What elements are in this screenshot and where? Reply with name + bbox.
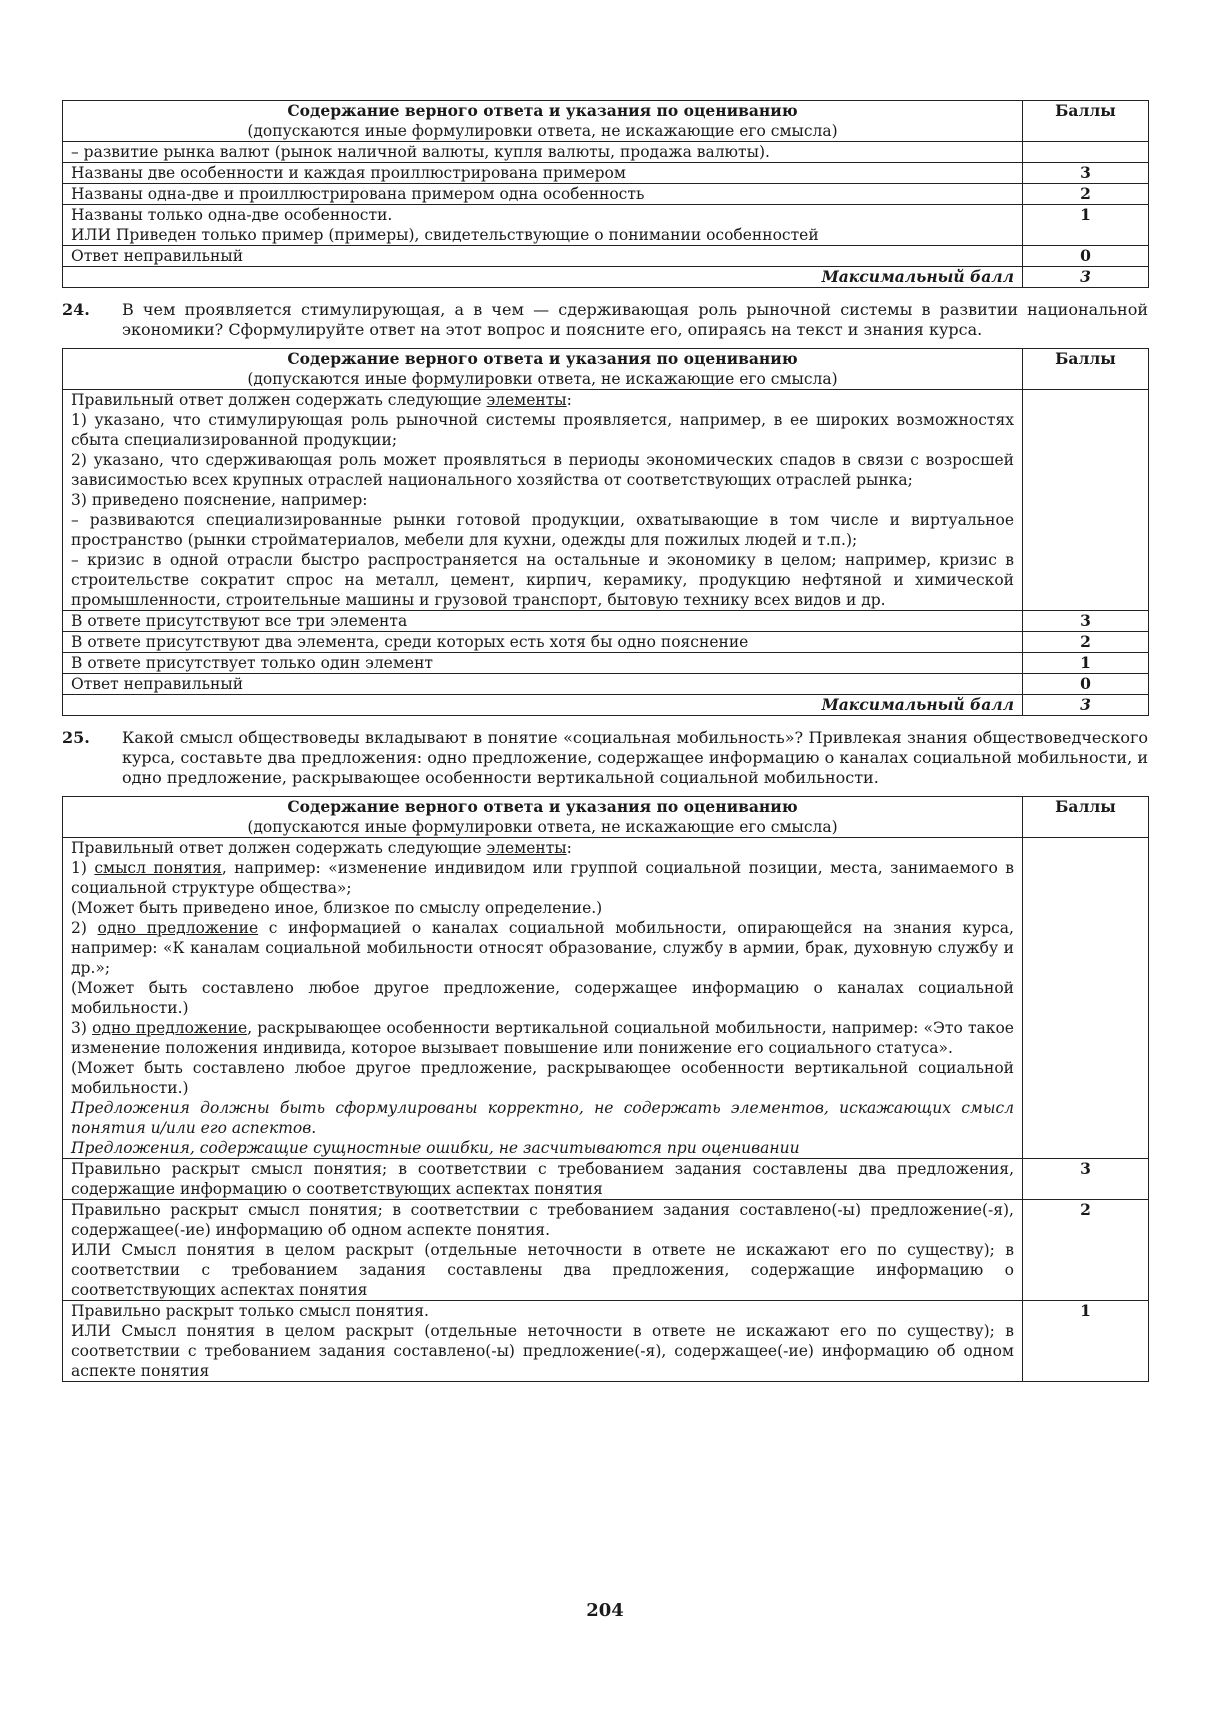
answer-note: (Может быть составлено любое другое предложение, содержащее информацию о каналах социальной мобильности.) bbox=[71, 979, 1014, 1017]
element-text: , например: «изменение индивидом или группой социальной позиции, места, занимаемого в социальной структуре общества»; bbox=[71, 859, 1015, 897]
answer-element bbox=[71, 918, 1014, 978]
italic-note: Предложения должны быть сформулированы корректно, не содержать элементов, искажающих смысл понятия и/или его аспектов. bbox=[71, 1099, 1014, 1137]
score-cell bbox=[1023, 390, 1149, 611]
table-row bbox=[63, 205, 1149, 246]
criterion-text bbox=[63, 1301, 1023, 1382]
answer-intro bbox=[71, 390, 1014, 410]
intro-text: Правильный ответ должен содержать следующие bbox=[71, 391, 487, 409]
table-row bbox=[63, 611, 1149, 632]
question-25 bbox=[62, 728, 1148, 788]
score-cell bbox=[1023, 142, 1149, 163]
criterion-text: Ответ неправильный bbox=[63, 246, 1023, 267]
question-text: Какой смысл обществоведы вкладывают в понятие «социальная мобильность»? Привлекая знания обществоведческого курса, составьте два предложения: одно предложение, содержащее информацию о каналах социальной мобильности, и одно предложение, раскрывающее особенности вертикальной социальной мобильности. bbox=[122, 728, 1148, 787]
header-cell bbox=[63, 349, 1023, 390]
points-header: Баллы bbox=[1023, 349, 1149, 390]
element-underlined: смысл понятия bbox=[94, 859, 222, 877]
answer-element: 1) указано, что стимулирующая роль рыночной системы проявляется, например, в ее широких возможностях сбыта специализированной продукции; bbox=[71, 411, 1014, 449]
score-value: 1 bbox=[1023, 653, 1149, 674]
intro-underlined: элементы bbox=[486, 839, 567, 857]
score-value: 0 bbox=[1023, 674, 1149, 695]
points-header: Баллы bbox=[1023, 101, 1149, 142]
header-title: Содержание верного ответа и указания по оцениванию bbox=[287, 797, 798, 816]
answer-element bbox=[71, 858, 1014, 898]
table-row bbox=[63, 674, 1149, 695]
question-text: В чем проявляется стимулирующая, а в чем — сдерживающая роль рыночной системы в развитии национальной экономики? Сформулируйте ответ на этот вопрос и поясните его, опираясь на текст и знания курса. bbox=[122, 300, 1148, 339]
question-number: 25. bbox=[62, 728, 90, 747]
answer-intro bbox=[71, 838, 1014, 858]
max-score-label: Максимальный балл bbox=[63, 695, 1023, 716]
criterion-text: Названы две особенности и каждая проиллюстрирована примером bbox=[63, 163, 1023, 184]
criterion-text: Названы одна-две и проиллюстрирована примером одна особенность bbox=[63, 184, 1023, 205]
element-underlined: одно предложение bbox=[92, 1019, 248, 1037]
table-header-row bbox=[63, 349, 1149, 390]
criterion-line: ИЛИ Приведен только пример (примеры), свидетельствующие о понимании особенностей bbox=[71, 226, 819, 244]
header-title: Содержание верного ответа и указания по оцениванию bbox=[287, 101, 798, 120]
criterion-text: В ответе присутствует только один элемент bbox=[63, 653, 1023, 674]
answer-element: 2) указано, что сдерживающая роль может проявляться в периоды экономических спадов в связи с возросшей зависимостью всех крупных отраслей национального хозяйства от соответствующих отраслей рынка; bbox=[71, 451, 1014, 489]
table-header-row bbox=[63, 797, 1149, 838]
page-content bbox=[62, 100, 1148, 1382]
criterion-text: В ответе присутствуют два элемента, среди которых есть хотя бы одно пояснение bbox=[63, 632, 1023, 653]
answer-note: (Может быть приведено иное, близкое по смыслу определение.) bbox=[71, 899, 603, 917]
table-row bbox=[63, 1159, 1149, 1200]
answer-element bbox=[71, 1018, 1014, 1058]
q25-scoring-table bbox=[62, 796, 1149, 1382]
answer-content bbox=[63, 390, 1023, 611]
table-row bbox=[63, 632, 1149, 653]
q24-scoring-table bbox=[62, 348, 1149, 716]
max-score-row bbox=[63, 267, 1149, 288]
max-score-label: Максимальный балл bbox=[63, 267, 1023, 288]
header-subtitle: (допускаются иные формулировки ответа, не искажающие его смысла) bbox=[247, 818, 838, 836]
max-score-value: 3 bbox=[1023, 267, 1149, 288]
score-value: 1 bbox=[1023, 205, 1149, 246]
element-number: 1) bbox=[71, 859, 95, 877]
table-header-row bbox=[63, 101, 1149, 142]
criterion-text bbox=[63, 205, 1023, 246]
answer-content: – развитие рынка валют (рынок наличной валюты, купля валюты, продажа валюты). bbox=[63, 142, 1023, 163]
intro-colon: : bbox=[566, 839, 572, 857]
header-subtitle: (допускаются иные формулировки ответа, не искажающие его смысла) bbox=[247, 370, 838, 388]
table-row bbox=[63, 390, 1149, 611]
element-text: , раскрывающее особенности вертикальной социальной мобильности, например: «Это такое изменение положения индивида, которое вызывает повышение или понижение его социального статуса». bbox=[71, 1019, 1014, 1057]
page-number: 204 bbox=[586, 1600, 624, 1621]
italic-note: Предложения, содержащие сущностные ошибки, не засчитываются при оценивании bbox=[71, 1139, 800, 1157]
criterion-text: В ответе присутствуют все три элемента bbox=[63, 611, 1023, 632]
answer-element: 3) приведено пояснение, например: bbox=[71, 491, 368, 509]
score-value: 2 bbox=[1023, 632, 1149, 653]
criterion-line: Названы только одна-две особенности. bbox=[71, 206, 393, 224]
header-subtitle: (допускаются иные формулировки ответа, не искажающие его смысла) bbox=[247, 122, 838, 140]
table-row bbox=[63, 142, 1149, 163]
table-row bbox=[63, 1200, 1149, 1301]
intro-underlined: элементы bbox=[486, 391, 567, 409]
criterion-text: Правильно раскрыт смысл понятия; в соответствии с требованием задания составлены два предложения, содержащие информацию о соответствующих аспектах понятия bbox=[63, 1159, 1023, 1200]
answer-element: – кризис в одной отрасли быстро распространяется на остальные и экономику в целом; например, кризис в строительстве сократит спрос на металл, цемент, кирпич, керамику, продукцию нефтяной и химической промышленности, строительные машины и грузовой транспорт, бытовую технику всех видов и др. bbox=[71, 551, 1014, 609]
q23-scoring-table bbox=[62, 100, 1149, 288]
criterion-line: Правильно раскрыт смысл понятия; в соответствии с требованием задания составлено(-ы) предложение(-я), содержащее(-ие) информацию об одном аспекте понятия. bbox=[71, 1201, 1014, 1239]
table-row bbox=[63, 1301, 1149, 1382]
points-header: Баллы bbox=[1023, 797, 1149, 838]
answer-element: – развиваются специализированные рынки готовой продукции, охватывающие в том числе и виртуальное пространство (рынки стройматериалов, мебели для кухни, одежды для пожилых людей и т.п.); bbox=[71, 511, 1014, 549]
score-value: 3 bbox=[1023, 163, 1149, 184]
element-number: 2) bbox=[71, 919, 98, 937]
score-value: 2 bbox=[1023, 184, 1149, 205]
table-row bbox=[63, 163, 1149, 184]
table-row bbox=[63, 838, 1149, 1159]
question-number: 24. bbox=[62, 300, 90, 319]
score-cell bbox=[1023, 838, 1149, 1159]
element-underlined: одно предложение bbox=[97, 919, 259, 937]
score-value: 3 bbox=[1023, 1159, 1149, 1200]
criterion-line: Правильно раскрыт только смысл понятия. bbox=[71, 1302, 429, 1320]
max-score-value: 3 bbox=[1023, 695, 1149, 716]
criterion-text bbox=[63, 1200, 1023, 1301]
table-row bbox=[63, 246, 1149, 267]
answer-content bbox=[63, 838, 1023, 1159]
score-value: 2 bbox=[1023, 1200, 1149, 1301]
score-value: 3 bbox=[1023, 611, 1149, 632]
criterion-text: Ответ неправильный bbox=[63, 674, 1023, 695]
criterion-line: ИЛИ Смысл понятия в целом раскрыт (отдельные неточности в ответе не искажают его по существу); в соответствии с требованием задания составлено(-ы) предложение(-я), содержащее(-ие) информацию об одном аспекте понятия bbox=[71, 1322, 1014, 1380]
question-24 bbox=[62, 300, 1148, 340]
intro-colon: : bbox=[566, 391, 572, 409]
max-score-row bbox=[63, 695, 1149, 716]
answer-note: (Может быть составлено любое другое предложение, раскрывающее особенности вертикальной социальной мобильности.) bbox=[71, 1059, 1014, 1097]
intro-text: Правильный ответ должен содержать следующие bbox=[71, 839, 487, 857]
header-cell bbox=[63, 797, 1023, 838]
table-row bbox=[63, 184, 1149, 205]
element-number: 3) bbox=[71, 1019, 93, 1037]
element-text: с информацией о каналах социальной мобильности, опирающейся на знания курса, например: «К каналам социальной мобильности относят образование, службу в армии, брак, духовную службу и др.»; bbox=[71, 919, 1014, 977]
header-cell bbox=[63, 101, 1023, 142]
score-value: 1 bbox=[1023, 1301, 1149, 1382]
criterion-line: ИЛИ Смысл понятия в целом раскрыт (отдельные неточности в ответе не искажают его по существу); в соответствии с требованием задания составлены два предложения, содержащие информацию о соответствующих аспектах понятия bbox=[71, 1241, 1014, 1299]
table-row bbox=[63, 653, 1149, 674]
header-title: Содержание верного ответа и указания по оцениванию bbox=[287, 349, 798, 368]
score-value: 0 bbox=[1023, 246, 1149, 267]
